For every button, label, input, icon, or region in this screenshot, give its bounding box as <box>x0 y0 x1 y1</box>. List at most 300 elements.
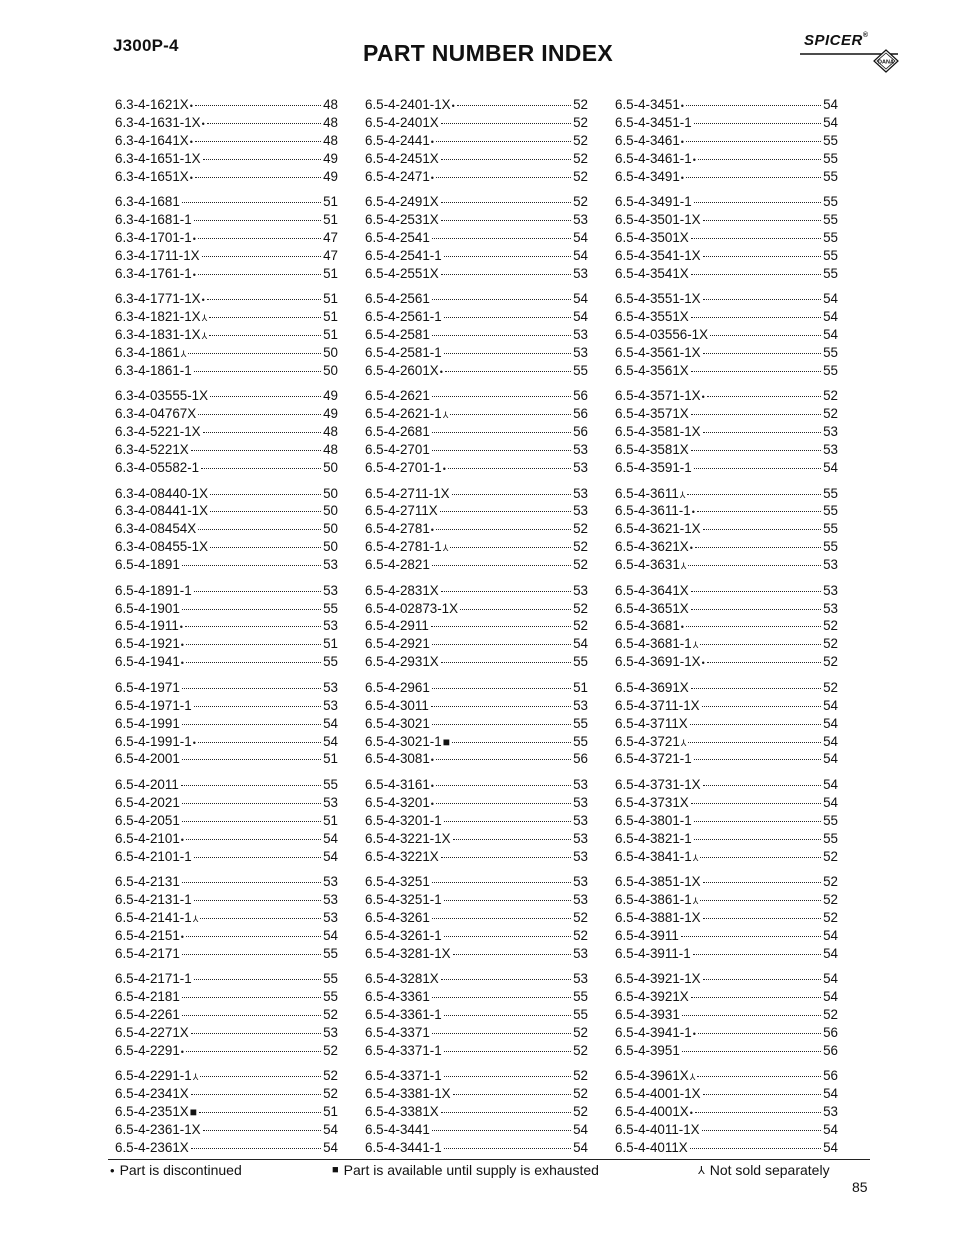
discontinued-bullet-icon: • <box>179 622 183 633</box>
page-ref: 53 <box>573 848 588 864</box>
index-entry <box>615 1139 838 1157</box>
page-ref: 51 <box>323 265 338 281</box>
discontinued-bullet-icon: • <box>180 931 184 942</box>
dot-leader <box>186 644 321 645</box>
part-number: 6.5-4-2361X <box>115 1139 189 1155</box>
dot-leader <box>695 547 821 548</box>
part-number: 6.5-4-3951 <box>615 1042 680 1058</box>
page-ref: 47 <box>323 247 338 263</box>
dot-leader <box>186 1051 321 1052</box>
discontinued-bullet-icon: • <box>692 154 696 165</box>
page-ref: 54 <box>823 927 838 943</box>
discontinued-bullet-icon: • <box>701 658 705 669</box>
dot-leader <box>182 724 321 725</box>
page-ref: 56 <box>823 1024 838 1040</box>
part-number: 6.5-4-3161 <box>365 776 430 792</box>
index-entry <box>365 265 588 283</box>
part-number: 6.3-4-08454X <box>115 521 197 537</box>
index-entry <box>615 1103 838 1121</box>
dot-leader <box>441 662 571 663</box>
footer-rule <box>108 1159 870 1160</box>
index-group <box>365 96 588 185</box>
index-entry <box>365 1006 588 1024</box>
index-entry <box>115 520 338 538</box>
page-ref: 55 <box>823 503 838 519</box>
part-number: 6.5-4-4001-1X <box>615 1086 701 1102</box>
index-entry <box>115 697 338 715</box>
part-number: 6.5-4-2561-1 <box>365 309 442 325</box>
dot-leader <box>203 159 321 160</box>
page-ref: 52 <box>573 168 588 184</box>
dot-leader <box>432 1130 571 1131</box>
page-ref: 52 <box>573 150 588 166</box>
dot-leader <box>441 857 571 858</box>
dot-leader <box>702 1130 821 1131</box>
page-ref: 53 <box>823 600 838 616</box>
part-number: 6.3-4-1861 <box>115 344 180 360</box>
index-entry <box>115 308 338 326</box>
part-number: 6.5-4-3221-1X <box>365 830 451 846</box>
part-number: 6.3-4-1761-1 <box>115 265 192 281</box>
part-number: 6.5-4-3221X <box>365 848 439 864</box>
supply-square-icon: ■ <box>189 1105 197 1120</box>
dot-leader <box>444 821 571 822</box>
page-ref: 48 <box>323 97 338 112</box>
index-entry <box>615 362 838 380</box>
legend-supply-text: Part is available until supply is exhausted <box>343 1162 599 1178</box>
part-number: 6.5-4-3921-1X <box>615 971 701 987</box>
part-number: 6.5-4-2021 <box>115 794 180 810</box>
index-entry <box>365 423 588 441</box>
index-entry <box>115 891 338 909</box>
dot-leader <box>432 432 571 433</box>
index-entry <box>365 1024 588 1042</box>
index-entry <box>115 132 338 150</box>
discontinued-bullet-icon: • <box>180 834 184 845</box>
dot-leader <box>181 785 321 786</box>
dot-leader <box>194 979 321 980</box>
part-number: 6.5-4-3711-1X <box>615 697 700 713</box>
index-group <box>115 387 338 476</box>
page-ref: 52 <box>573 618 588 634</box>
index-group <box>615 193 838 282</box>
part-number: 6.5-4-2101 <box>115 830 180 846</box>
part-number: 6.5-4-2491X <box>365 194 439 210</box>
dot-leader <box>194 857 321 858</box>
page-ref: 54 <box>823 1139 838 1155</box>
index-entry <box>365 96 588 114</box>
index-entry <box>615 308 838 326</box>
page-ref: 53 <box>573 892 588 908</box>
index-entry <box>615 211 838 229</box>
index-entry <box>365 1085 588 1103</box>
index-group <box>615 582 838 671</box>
index-entry <box>365 812 588 830</box>
part-number: 6.5-4-3081 <box>365 751 430 767</box>
page-ref: 54 <box>823 459 838 475</box>
page-ref: 52 <box>823 874 838 890</box>
index-entry <box>115 600 338 618</box>
index-entry <box>115 715 338 733</box>
index-entry <box>615 1121 838 1139</box>
bullet-icon: • <box>110 1162 115 1178</box>
dot-leader <box>691 317 821 318</box>
part-number: 6.5-4-3371-1 <box>365 1068 442 1084</box>
index-entry <box>115 635 338 653</box>
dot-leader <box>194 591 321 592</box>
index-entry <box>615 750 838 768</box>
part-number: 6.5-4-2001 <box>115 751 180 767</box>
dot-leader <box>207 123 321 124</box>
part-number: 6.5-4-3021 <box>365 715 430 731</box>
index-entry <box>615 653 838 671</box>
index-group <box>365 1067 588 1156</box>
dot-leader <box>688 742 821 743</box>
index-group <box>115 1067 338 1156</box>
part-number: 6.5-4-3651X <box>615 600 689 616</box>
logo-text: SPICER® <box>804 32 869 49</box>
dot-leader <box>710 335 821 336</box>
page-ref: 50 <box>323 459 338 475</box>
index-entry <box>365 776 588 794</box>
page-ref: 56 <box>573 751 588 767</box>
part-number: 6.3-4-1701-1 <box>115 229 192 245</box>
page-ref: 54 <box>823 945 838 961</box>
index-group <box>615 290 838 379</box>
page-ref: 52 <box>823 654 838 670</box>
index-entry <box>365 441 588 459</box>
page-ref: 55 <box>573 715 588 731</box>
index-entry <box>115 653 338 671</box>
page-ref: 51 <box>573 679 588 695</box>
page-ref: 52 <box>823 848 838 864</box>
part-number: 6.3-4-1861-1 <box>115 362 192 378</box>
index-entry <box>115 927 338 945</box>
index-entry <box>365 945 588 963</box>
legend <box>108 1162 870 1182</box>
page-ref: 55 <box>323 776 338 792</box>
part-number: 6.5-4-3581X <box>615 442 689 458</box>
page-ref: 54 <box>823 1086 838 1102</box>
index-entry <box>365 891 588 909</box>
dot-leader <box>691 688 821 689</box>
dot-leader <box>191 1033 321 1034</box>
index-column <box>115 96 338 1165</box>
part-number: 6.3-4-1631-1X <box>115 114 201 130</box>
dot-leader <box>702 706 821 707</box>
page-ref: 56 <box>823 1042 838 1058</box>
page-ref: 47 <box>323 229 338 245</box>
part-number: 6.5-4-3721 <box>615 733 680 749</box>
page-ref: 50 <box>323 362 338 378</box>
page-ref: 52 <box>573 97 588 112</box>
discontinued-bullet-icon: • <box>680 622 684 633</box>
dot-leader <box>194 371 321 372</box>
part-number: 6.5-4-2011 <box>115 776 179 792</box>
index-entry <box>615 927 838 945</box>
dot-leader <box>444 1148 571 1149</box>
part-number: 6.5-4-2961 <box>365 679 430 695</box>
discontinued-bullet-icon: • <box>192 269 196 280</box>
page-ref: 54 <box>323 733 338 749</box>
index-entry <box>115 538 338 556</box>
dot-leader <box>191 1148 321 1149</box>
dot-leader <box>697 1076 821 1077</box>
page-ref: 55 <box>573 654 588 670</box>
dot-leader <box>185 626 321 627</box>
index-entry <box>615 502 838 520</box>
dot-leader <box>186 662 321 663</box>
dot-leader <box>444 1076 571 1077</box>
discontinued-bullet-icon: • <box>189 136 193 147</box>
page-ref: 55 <box>823 212 838 228</box>
index-entry <box>365 114 588 132</box>
dot-leader <box>432 450 571 451</box>
page-ref: 56 <box>573 424 588 440</box>
part-number: 6.3-4-1771-1X <box>115 291 201 307</box>
not-sold-icon: ⅄ <box>442 543 449 554</box>
part-number: 6.5-4-3861-1 <box>615 892 692 908</box>
dot-leader <box>194 706 321 707</box>
discontinued-bullet-icon: • <box>180 640 184 651</box>
part-number: 6.5-4-3561-1X <box>615 344 701 360</box>
index-entry <box>365 502 588 520</box>
dot-leader <box>460 609 571 610</box>
page-ref: 52 <box>573 539 588 555</box>
index-entry <box>115 1085 338 1103</box>
discontinued-bullet-icon: • <box>692 1028 696 1039</box>
page-ref: 52 <box>573 1068 588 1084</box>
dot-leader <box>198 414 321 415</box>
index-entry <box>615 556 838 574</box>
part-number: 6.5-4-3621-1X <box>615 521 701 537</box>
page-ref: 54 <box>823 97 838 112</box>
dot-leader <box>690 1148 821 1149</box>
part-number: 6.5-4-2581-1 <box>365 344 442 360</box>
index-group <box>615 96 838 185</box>
page-ref: 53 <box>323 679 338 695</box>
part-number: 6.5-4-3361-1 <box>365 1007 442 1023</box>
index-entry <box>115 1067 338 1085</box>
page-ref: 53 <box>823 1104 838 1120</box>
index-group <box>615 679 838 768</box>
dot-leader <box>686 177 821 178</box>
index-entry <box>115 909 338 927</box>
page-ref: 51 <box>323 1104 338 1120</box>
not-sold-icon: ⅄ <box>698 1164 705 1177</box>
dot-leader <box>202 256 321 257</box>
index-group <box>615 970 838 1059</box>
page-ref: 52 <box>323 1007 338 1023</box>
index-entry <box>115 1103 338 1121</box>
dot-leader <box>700 900 821 901</box>
dot-leader <box>703 882 821 883</box>
page-ref: 54 <box>823 327 838 343</box>
index-entry <box>615 538 838 556</box>
dot-leader <box>707 662 821 663</box>
page-ref: 48 <box>323 132 338 148</box>
dot-leader <box>691 997 821 998</box>
dot-leader <box>694 821 821 822</box>
index-group <box>365 776 588 865</box>
index-entry <box>365 229 588 247</box>
dot-leader <box>195 105 321 106</box>
index-entry <box>115 812 338 830</box>
part-number: 6.5-4-2711-1X <box>365 485 450 501</box>
page-ref: 54 <box>323 830 338 846</box>
index-entry <box>115 326 338 344</box>
discontinued-bullet-icon: • <box>201 295 205 306</box>
index-entry <box>365 1121 588 1139</box>
page-ref: 54 <box>823 733 838 749</box>
part-number: 6.5-4-2921 <box>365 636 430 652</box>
dot-leader <box>698 1033 821 1034</box>
spicer-logo <box>800 30 900 74</box>
dot-leader <box>436 785 571 786</box>
index-entry <box>365 362 588 380</box>
part-number: 6.5-4-3501X <box>615 229 689 245</box>
index-entry <box>115 556 338 574</box>
page-ref: 54 <box>573 229 588 245</box>
dot-leader <box>432 1033 571 1034</box>
page-ref: 55 <box>323 600 338 616</box>
discontinued-bullet-icon: • <box>430 525 434 536</box>
part-number: 6.5-4-2131-1 <box>115 892 192 908</box>
dot-leader <box>445 371 571 372</box>
dot-leader <box>441 220 571 221</box>
page-ref: 48 <box>323 424 338 440</box>
page-ref: 51 <box>323 291 338 307</box>
dot-leader <box>182 609 321 610</box>
discontinued-bullet-icon: • <box>691 507 695 518</box>
discontinued-bullet-icon: • <box>192 737 196 748</box>
dot-leader <box>452 494 571 495</box>
part-number: 6.5-4-2911 <box>365 618 429 634</box>
supply-square-icon: ■ <box>442 734 450 749</box>
index-entry <box>615 96 838 114</box>
page-ref: 55 <box>823 150 838 166</box>
part-number: 6.5-4-3251-1 <box>365 892 442 908</box>
discontinued-bullet-icon: • <box>680 136 684 147</box>
part-number: 6.5-4-1971-1 <box>115 697 192 713</box>
part-number: 6.5-4-3551X <box>615 309 689 325</box>
index-group <box>115 96 338 185</box>
page-ref: 51 <box>323 194 338 210</box>
dot-leader <box>432 688 571 689</box>
dot-leader <box>186 936 321 937</box>
page-ref: 54 <box>823 971 838 987</box>
page-ref: 54 <box>323 848 338 864</box>
index-entry <box>615 697 838 715</box>
dot-leader <box>186 839 321 840</box>
index-entry <box>115 387 338 405</box>
page-ref: 52 <box>823 679 838 695</box>
part-number: 6.5-4-2701 <box>365 442 430 458</box>
page-ref: 53 <box>573 503 588 519</box>
part-number: 6.5-4-3731X <box>615 794 689 810</box>
dot-leader <box>441 979 571 980</box>
dot-leader <box>694 202 821 203</box>
part-number: 6.5-4-2361-1X <box>115 1122 201 1138</box>
dot-leader <box>703 256 821 257</box>
dot-leader <box>201 468 321 469</box>
index-entry <box>115 1024 338 1042</box>
dot-leader <box>431 626 571 627</box>
index-entry <box>115 1042 338 1060</box>
part-number: 6.5-4-2401-1X <box>365 97 451 112</box>
page-ref: 52 <box>823 406 838 422</box>
index-group <box>615 387 838 476</box>
page-ref: 54 <box>823 794 838 810</box>
index-entry <box>115 168 338 186</box>
dot-leader <box>436 177 571 178</box>
index-entry <box>615 812 838 830</box>
part-number: 6.5-4-2171 <box>115 945 180 961</box>
index-group <box>365 582 588 671</box>
index-entry <box>115 423 338 441</box>
index-entry <box>615 1085 838 1103</box>
discontinued-bullet-icon: • <box>192 233 196 244</box>
page-ref: 54 <box>823 751 838 767</box>
index-entry <box>115 96 338 114</box>
index-column <box>615 96 838 1165</box>
index-entry <box>115 848 338 866</box>
index-group <box>365 873 588 962</box>
index-entry <box>365 247 588 265</box>
discontinued-bullet-icon: • <box>680 101 684 111</box>
part-number: 6.3-4-08441-1X <box>115 503 209 519</box>
discontinued-bullet-icon: • <box>189 172 193 183</box>
page-ref: 53 <box>573 327 588 343</box>
discontinued-bullet-icon: • <box>680 172 684 183</box>
dot-leader <box>703 353 821 354</box>
dot-leader <box>681 936 821 937</box>
dot-leader <box>441 274 571 275</box>
index-group <box>115 290 338 379</box>
dot-leader <box>436 141 571 142</box>
dot-leader <box>198 529 321 530</box>
dot-leader <box>182 565 321 566</box>
index-entry <box>615 1024 838 1042</box>
part-number: 6.3-4-1641X <box>115 132 189 148</box>
dot-leader <box>209 317 321 318</box>
part-number: 6.5-4-1991-1 <box>115 733 192 749</box>
part-number: 6.5-4-2341X <box>115 1086 189 1102</box>
page-ref: 50 <box>323 344 338 360</box>
page-ref: 55 <box>323 945 338 961</box>
index-entry <box>115 193 338 211</box>
dot-leader <box>436 529 571 530</box>
dot-leader <box>200 918 321 919</box>
page-ref: 54 <box>573 291 588 307</box>
index-entry <box>615 459 838 477</box>
part-number: 6.5-4-3201 <box>365 794 430 810</box>
index-group <box>365 290 588 379</box>
dot-leader <box>182 202 321 203</box>
index-entry <box>115 1006 338 1024</box>
index-entry <box>115 362 338 380</box>
dot-leader <box>441 123 571 124</box>
index-entry <box>615 582 838 600</box>
discontinued-bullet-icon: • <box>430 755 434 766</box>
part-number: 6.5-4-2051 <box>115 812 180 828</box>
dot-leader <box>432 396 571 397</box>
index-entry <box>115 247 338 265</box>
dot-leader <box>703 918 821 919</box>
dot-leader <box>444 317 571 318</box>
index-entry <box>365 211 588 229</box>
part-number: 6.5-4-3731-1X <box>615 776 701 792</box>
